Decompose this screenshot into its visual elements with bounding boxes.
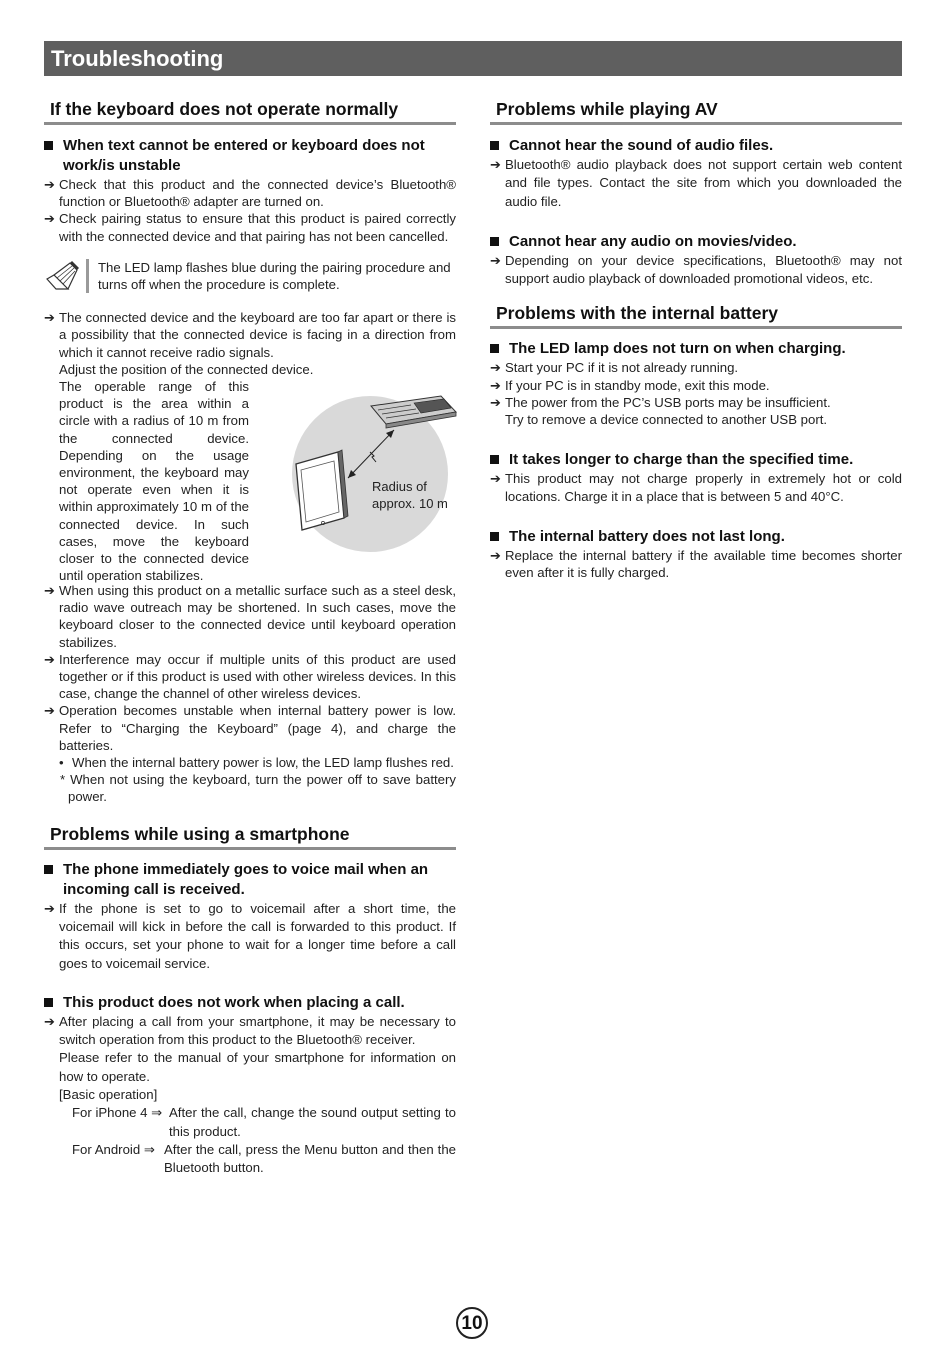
section-title-smartphone: Problems while using a smartphone [44, 823, 456, 850]
left-column [44, 98, 456, 1178]
arrow-right-icon: ➔ [490, 157, 501, 172]
square-bullet-icon [490, 344, 499, 353]
right-column [490, 98, 902, 581]
square-bullet-icon [490, 455, 499, 464]
footnote-power-off: * When not using the keyboard, turn the power off to save battery power. [60, 772, 456, 805]
page-title: Troubleshooting [51, 46, 224, 71]
square-bullet-icon [44, 998, 53, 1007]
subheading-audio-files: Cannot hear the sound of audio files. [490, 136, 902, 156]
arrow-right-icon: ➔ [44, 310, 55, 326]
subheading-placing-call: This product does not work when placing a call. [44, 993, 456, 1013]
arrow-right-icon: ➔ [44, 177, 55, 192]
arrow-right-icon: ➔ [490, 377, 501, 393]
arrow-right-icon: ➔ [490, 547, 501, 563]
diagram-label-line1: Radius of [372, 479, 427, 495]
paragraph-switch-operation: ➔ After placing a call from your smartphone, it may be necessary to switch operation from this product to the Bluetooth® receiver. [44, 1013, 456, 1048]
diagram-label-line2: approx. 10 m [372, 496, 448, 512]
arrow-right-icon: ➔ [44, 211, 55, 227]
section-title-keyboard: If the keyboard does not operate normally [44, 98, 456, 125]
subheading-movies-video: Cannot hear any audio on movies/video. [490, 232, 902, 252]
paragraph-metallic-surface: ➔ When using this product on a metallic surface such as a steel desk, radio wave outreach may be shortened. In such cases, move the keyboard closer to the connected device until keyboard operation stabilizes. [44, 583, 456, 650]
subheading-voice-mail: The phone immediately goes to voice mail when an incoming call is received. [44, 860, 456, 900]
paragraph-battery-low: ➔ Operation becomes unstable when internal battery power is low. Refer to “Charging the Keyboard” (page 4), and charge the batteries. [44, 703, 456, 753]
example-android [44, 1141, 456, 1178]
paragraph-operable-range: The operable range of this product is the area within a circle with a radius of 10 m from the connected device. Depending on the usage environment, the keyboard may not operate even when it is within approximately 10 m of the connected device. In such cases, move the keyboard closer to the connected device until operation stabilizes. [59, 379, 249, 584]
arrow-right-icon: ➔ [44, 1013, 55, 1029]
paragraph-standby-mode: ➔ If your PC is in standby mode, exit this mode. [490, 377, 770, 393]
square-bullet-icon [490, 532, 499, 541]
arrow-right-icon: ➔ [490, 360, 501, 376]
paragraph-audio-playback: ➔ Bluetooth® audio playback does not support certain web content and file types. Contact the site from which you downloaded the audio file. [490, 157, 902, 209]
example-iphone-text: After the call, change the sound output setting to this product. [169, 1105, 456, 1139]
square-bullet-icon [44, 141, 53, 150]
tablet-illustration [296, 450, 348, 530]
subheading-battery-short: The internal battery does not last long. [490, 527, 902, 547]
subheading-led-not-on: The LED lamp does not turn on when charging. [490, 339, 902, 359]
arrow-right-icon: ➔ [490, 252, 501, 268]
note-divider [86, 259, 89, 293]
arrow-right-icon: ➔ [44, 900, 55, 916]
subheading-text-cannot-be-entered: When text cannot be entered or keyboard does not work/is unstable [44, 136, 456, 176]
paragraph-remove-device: Try to remove a device connected to another USB port. [505, 412, 828, 428]
arrow-right-icon: ➔ [44, 651, 55, 667]
example-iphone-label: For iPhone 4 ⇒ [72, 1105, 163, 1121]
arrow-right-icon: ➔ [44, 703, 55, 719]
range-diagram [266, 378, 461, 558]
square-bullet-icon [44, 865, 53, 874]
operable-range-block [44, 378, 456, 582]
paragraph-usb-power: ➔ The power from the PC’s USB ports may be insufficient. [490, 394, 831, 410]
example-android-text: After the call, press the Menu button and then the Bluetooth button. [164, 1141, 456, 1176]
paragraph-voicemail: ➔ If the phone is set to go to voicemail after a short time, the voicemail will kick in before the call is forwarded to this product. If this occurs, set your phone to wait for a longer time before a call goes to voicemail service. [44, 900, 456, 971]
paragraph-basic-operation: [Basic operation] [59, 1087, 158, 1103]
paragraph-check-pairing: ➔ Check pairing status to ensure that this product is paired correctly with the connected device and that pairing has not been cancelled. [44, 211, 456, 244]
bullet-led-red: • When the internal battery power is low, the LED lamp flushes red. [59, 755, 454, 771]
paragraph-device-specifications: ➔ Depending on your device specifications, Bluetooth® may not support audio playback of downloaded promotional videos, etc. [490, 252, 902, 287]
square-bullet-icon [490, 237, 499, 246]
paragraph-hot-cold: ➔ This product may not charge properly in extremely hot or cold locations. Charge it in a place that is between 5 and 40°C. [490, 471, 902, 504]
square-bullet-icon [490, 141, 499, 150]
arrow-right-icon: ➔ [490, 471, 501, 487]
paragraph-refer-manual: Please refer to the manual of your smartphone for information on how to operate. [59, 1050, 456, 1084]
paragraph-start-pc: ➔ Start your PC if it is not already running. [490, 360, 739, 376]
paragraph-replace-battery: ➔ Replace the internal battery if the available time becomes shorter even after it is fully charged. [490, 547, 902, 580]
arrow-right-icon: ➔ [490, 394, 501, 410]
example-iphone [44, 1104, 456, 1141]
pencil-note-icon [44, 259, 80, 293]
page-number: 10 [456, 1307, 488, 1339]
section-title-playing-av: Problems while playing AV [490, 98, 902, 125]
section-title-internal-battery: Problems with the internal battery [490, 302, 902, 329]
note-text: The LED lamp flashes blue during the pairing procedure and turns off when the procedure is complete. [98, 259, 451, 293]
example-android-label: For Android ⇒ [72, 1141, 155, 1157]
paragraph-adjust-position: Adjust the position of the connected device. [59, 361, 314, 377]
paragraph-interference: ➔ Interference may occur if multiple units of this product are used together or if this product is used with other wireless devices. In this case, change the channel of other wireless devices. [44, 651, 456, 702]
paragraph-check-bluetooth: ➔ Check that this product and the connected device’s Bluetooth® function or Bluetooth® adapter are turned on. [44, 177, 456, 210]
note-box [44, 259, 456, 293]
paragraph-too-far-apart: ➔ The connected device and the keyboard are too far apart or there is a possibility that the connected device is facing in a direction from which it cannot receive radio signals. [44, 310, 456, 360]
arrow-right-icon: ➔ [44, 583, 55, 599]
page-header-bar [44, 41, 902, 76]
subheading-longer-charge: It takes longer to charge than the specified time. [490, 450, 902, 470]
